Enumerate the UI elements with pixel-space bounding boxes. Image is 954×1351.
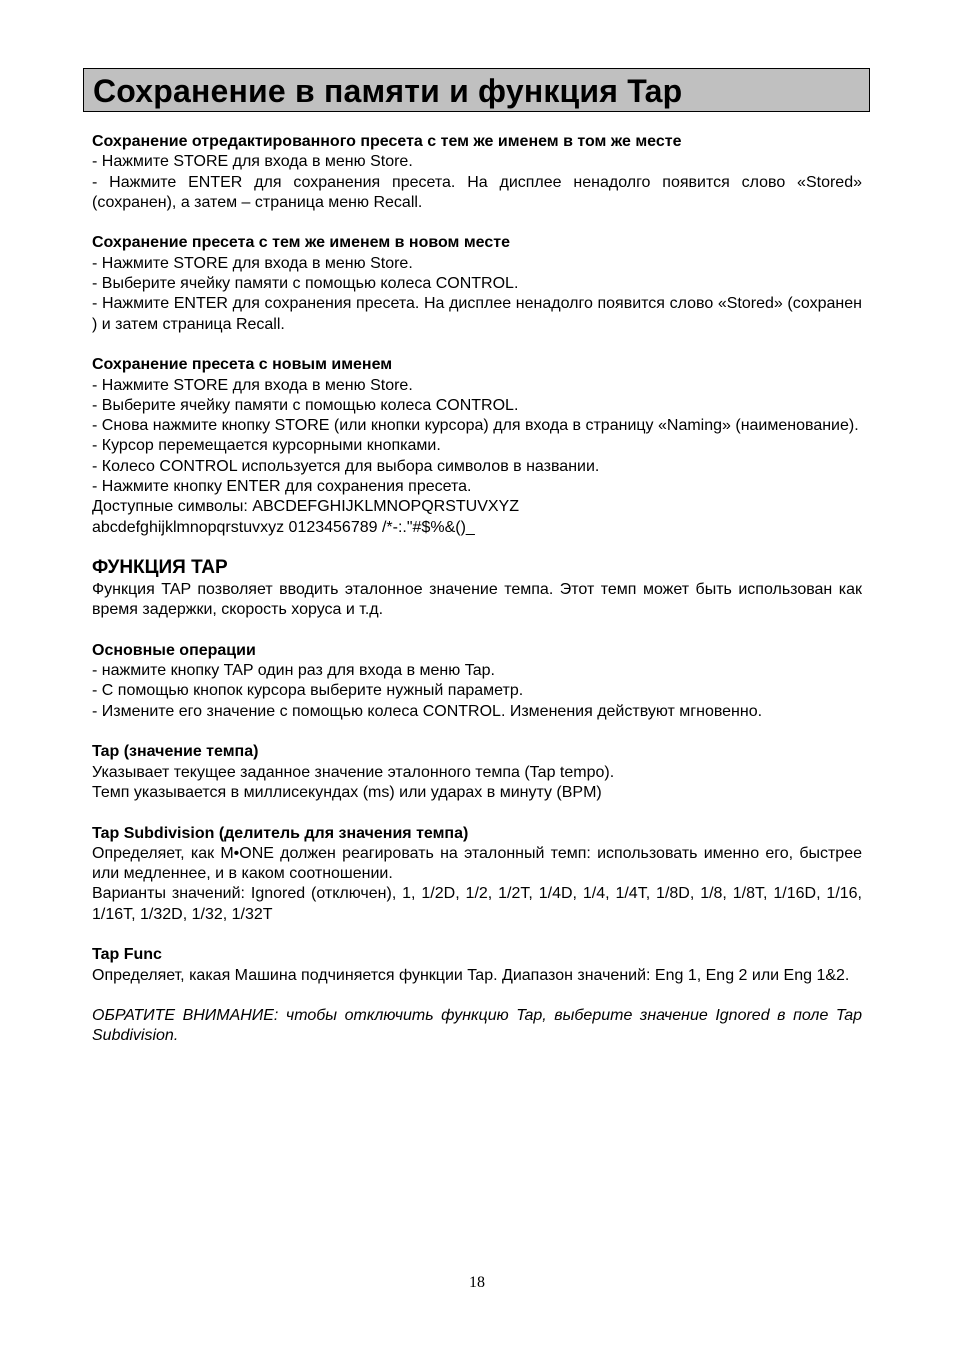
instruction-line: - Нажмите STORE для входа в меню Store. [92,376,413,394]
tap-intro: Функция TAP позволяет вводить эталонное значение темпа. Этот темп может быть использован как время задержки, скорость хоруса и т.д. [92,580,862,619]
description-line: Темп указывается в миллисекундах (ms) или ударах в минуту (BPM) [92,783,602,801]
description-line: Варианты значений: Ignored (отключен), 1, 1/2D, 1/2, 1/2T, 1/4D, 1/4, 1/4T, 1/8D, 1/8, 1/8T, 1/16D, 1/16, 1/16T, 1/32D, 1/32, 1/32T [92,885,862,923]
instruction-line: - С помощью кнопок курсора выберите нужный параметр. [92,682,524,700]
section-heading: Tap Subdivision (делитель для значения темпа) [92,824,469,842]
section-store-same-name-same-place [92,132,862,213]
description-line: Определяет, как M•ONE должен реагировать на эталонный темп: использовать именно его, быстрее или медленнее, и в каком соотношении. [92,844,862,883]
section-heading: Сохранение пресета с новым именем [92,356,393,374]
instruction-line: - нажмите кнопку TAP один раз для входа в меню Tap. [92,662,495,680]
section-store-new-name [92,355,862,538]
page-title-box [83,68,870,112]
section-heading-tap: ФУНКЦИЯ TAP [92,556,228,578]
instruction-line: - Нажмите STORE для входа в меню Store. [92,153,413,171]
section-tap-func [92,945,862,986]
instruction-line: - Нажмите кнопку ENTER для сохранения пресета. [92,478,472,496]
description-line: Определяет, какая Машина подчиняется функции Tap. Диапазон значений: Eng 1, Eng 2 или Eng 1&2. [92,966,850,984]
section-heading: Tap (значение темпа) [92,743,259,761]
section-basic-operations [92,641,862,722]
attention-note: ОБРАТИТЕ ВНИМАНИЕ: чтобы отключить функцию Tap, выберите значение Ignored в поле Tap Subdivision. [92,1007,862,1045]
document-body [92,132,862,1047]
instruction-line: - Колесо CONTROL используется для выбора символов в названии. [92,457,600,475]
page-title: Сохранение в памяти и функция Tap [93,73,683,109]
section-store-same-name-new-place [92,233,862,334]
section-heading: Tap Func [92,946,162,964]
instruction-line: - Измените его значение с помощью колеса CONTROL. Изменения действуют мгновенно. [92,702,763,720]
instruction-line: - Снова нажмите кнопку STORE (или кнопки курсора) для входа в страницу «Naming» (наименование). [92,417,859,435]
instruction-line: - Нажмите STORE для входа в меню Store. [92,254,413,272]
instruction-line: - Курсор перемещается курсорными кнопками. [92,437,441,455]
section-tap-subdivision [92,824,862,925]
section-tap-tempo [92,742,862,803]
section-heading: Основные операции [92,641,256,659]
instruction-line: - Нажмите ENTER для сохранения пресета. На дисплее ненадолго появится слово «Stored» (сохранен ) и затем страница Recall. [92,295,862,333]
instruction-line: - Нажмите ENTER для сохранения пресета. На дисплее ненадолго появится слово «Stored» (сохранен), а затем – страница меню Recall. [92,173,862,211]
available-characters-lowercase: abcdefghijklmnopqrstuvxyz 0123456789 /*-:."#$%&()_ [92,518,475,536]
section-heading: Сохранение пресета с тем же именем в новом месте [92,234,510,252]
available-characters-uppercase: Доступные символы: ABCDEFGHIJKLMNOPQRSTUVXYZ [92,498,519,516]
page-number: 18 [469,1274,485,1291]
section-heading: Сохранение отредактированного пресета с тем же именем в том же месте [92,133,682,150]
description-line: Указывает текущее заданное значение эталонного темпа (Tap tempo). [92,763,615,781]
instruction-line: - Выберите ячейку памяти с помощью колеса CONTROL. [92,275,519,293]
instruction-line: - Выберите ячейку памяти с помощью колеса CONTROL. [92,396,519,414]
section-tap-function [92,556,862,621]
